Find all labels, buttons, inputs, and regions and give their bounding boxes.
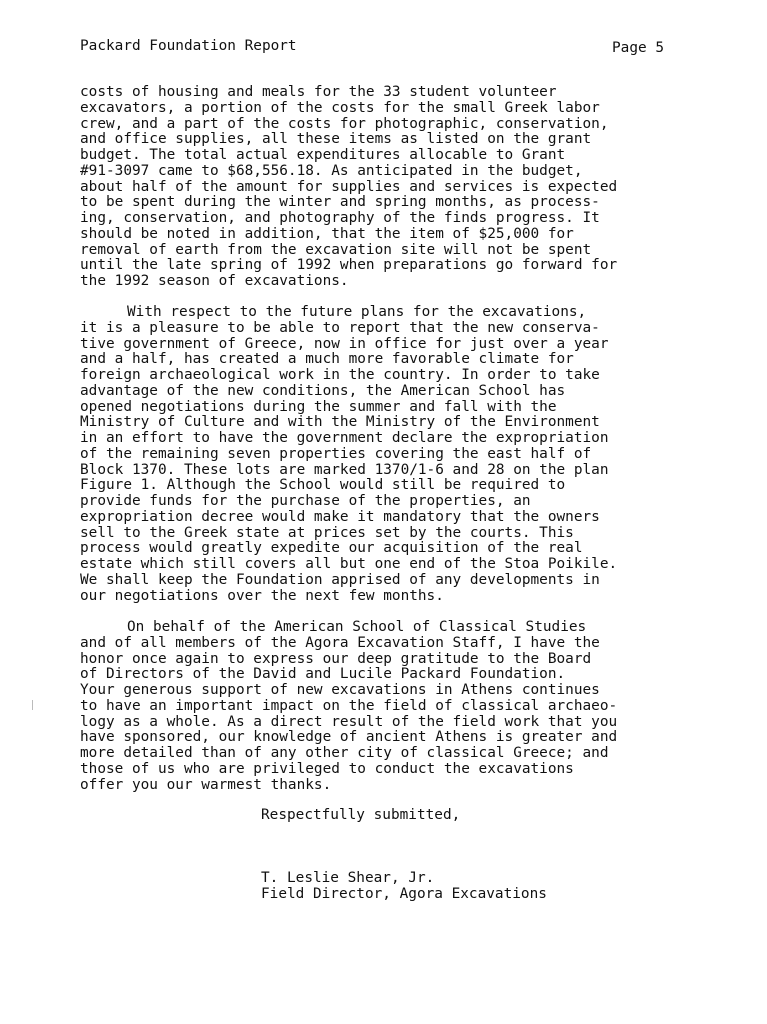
- text-line: it is a pleasure to be able to report that the new conserva-: [80, 319, 600, 336]
- text-line: our negotiations over the next few months.: [80, 587, 444, 604]
- text-line: about half of the amount for supplies and services is expected: [80, 178, 618, 195]
- text-line: until the late spring of 1992 when preparations go forward for: [80, 257, 618, 274]
- text-line: crew, and a part of the costs for photographic, conservation,: [80, 115, 609, 132]
- text-line: excavators, a portion of the costs for the small Greek labor: [80, 99, 600, 116]
- closing-salutation: Respectfully submitted,: [261, 807, 461, 823]
- text-line: and a half, has created a much more favorable climate for: [80, 351, 574, 368]
- text-line: and office supplies, all these items as listed on the grant: [80, 131, 592, 148]
- text-line: With respect to the future plans for the excavations,: [127, 304, 587, 320]
- text-line: estate which still covers all but one end of the Stoa Poikile.: [80, 556, 618, 572]
- text-line: the 1992 season of excavations.: [80, 273, 349, 289]
- text-line: #91-3097 came to $68,556.18. As anticipated in the budget,: [80, 162, 583, 179]
- text-line: to have an important impact on the field of classical archaeo-: [80, 697, 618, 714]
- text-line: more detailed than of any other city of classical Greece; and: [80, 745, 609, 761]
- text-line: Ministry of Culture and with the Ministry of the Environment: [80, 414, 600, 431]
- text-line: to be spent during the winter and spring months, as process-: [80, 194, 600, 211]
- text-line: tive government of Greece, now in office for just over a year: [80, 335, 609, 352]
- text-line: We shall keep the Foundation apprised of any developments in: [80, 571, 600, 588]
- text-line: of Directors of the David and Lucile Packard Foundation.: [80, 666, 566, 683]
- text-line: of the remaining seven properties covering the east half of: [80, 445, 592, 462]
- page-number: Page 5: [612, 40, 664, 56]
- text-line: offer you our warmest thanks.: [80, 776, 332, 793]
- text-line: advantage of the new conditions, the American School has: [80, 382, 566, 399]
- report-title: Packard Foundation Report: [80, 38, 297, 54]
- text-line: costs of housing and meals for the 33 student volunteer: [80, 84, 557, 100]
- text-line: sell to the Greek state at prices set by the courts. This: [80, 524, 574, 541]
- paragraph-future-plans: [80, 305, 720, 604]
- signatory-title: Field Director, Agora Excavations: [261, 886, 547, 902]
- paragraph-budget: [80, 85, 720, 290]
- text-line: and of all members of the Agora Excavation Staff, I have the: [80, 634, 600, 651]
- text-line: ing, conservation, and photography of the finds progress. It: [80, 210, 600, 226]
- text-line: process would greatly expedite our acquisition of the real: [80, 540, 583, 557]
- text-line: opened negotiations during the summer and fall with the: [80, 398, 557, 415]
- text-line: expropriation decree would make it mandatory that the owners: [80, 508, 600, 525]
- text-line: budget. The total actual expenditures allocable to Grant: [80, 147, 566, 163]
- text-line: provide funds for the purchase of the properties, an: [80, 493, 531, 509]
- text-line: those of us who are privileged to conduct the excavations: [80, 760, 574, 777]
- text-line: On behalf of the American School of Classical Studies: [127, 619, 587, 635]
- scan-margin-mark: [32, 700, 33, 710]
- text-line: in an effort to have the government declare the expropriation: [80, 430, 609, 446]
- paragraph-gratitude: [80, 620, 720, 793]
- text-line: removal of earth from the excavation site will not be spent: [80, 241, 592, 258]
- text-line: Block 1370. These lots are marked 1370/1-6 and 28 on the plan: [80, 461, 609, 478]
- text-line: foreign archaeological work in the country. In order to take: [80, 367, 600, 383]
- text-line: honor once again to express our deep gratitude to the Board: [80, 650, 592, 667]
- text-line: have sponsored, our knowledge of ancient Athens is greater and: [80, 729, 618, 746]
- text-line: Figure 1. Although the School would still be required to: [80, 477, 566, 494]
- text-line: Your generous support of new excavations in Athens continues: [80, 682, 600, 698]
- signatory-name: T. Leslie Shear, Jr.: [261, 870, 435, 886]
- text-line: should be noted in addition, that the item of $25,000 for: [80, 225, 574, 242]
- text-line: logy as a whole. As a direct result of the field work that you: [80, 713, 618, 730]
